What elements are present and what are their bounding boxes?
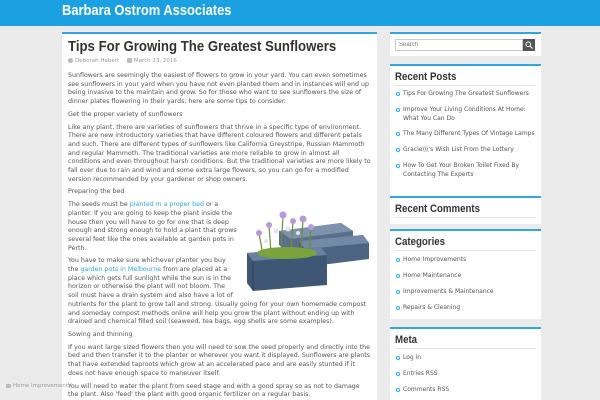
categories-title: Categories xyxy=(395,236,446,248)
author-icon xyxy=(68,58,73,63)
post-article xyxy=(62,32,377,400)
search-widget xyxy=(390,32,541,56)
post-category-link[interactable]: Home Improvements xyxy=(13,383,71,389)
site-header xyxy=(0,0,600,26)
meta-item-login[interactable]: Log in xyxy=(395,354,536,363)
circle-icon xyxy=(396,92,400,96)
meta-item-entries-rss[interactable]: Entries RSS xyxy=(395,370,536,379)
recent-posts-title: Recent Posts xyxy=(395,71,457,83)
paragraph: Sunflowers are seemingly the easiest of flowers to grow in your yard. You can even sometimes see sunflowers in your yard when you have not even planted them and in instances will end up being invasive to the maintain and grow. So for those who want to see sunflowers the size of dinner plates flowering in their yards, here are some tips to consider. xyxy=(68,72,369,106)
circle-icon xyxy=(396,148,400,152)
recent-posts-widget xyxy=(390,64,541,214)
circle-icon xyxy=(396,306,400,310)
divider xyxy=(395,250,536,251)
category-item[interactable]: Repairs & Cleaning xyxy=(395,304,536,313)
post-date[interactable]: March 23, 2016 xyxy=(133,58,177,64)
planted-bed-link[interactable]: planted in a proper bed xyxy=(129,201,204,209)
recent-post-item[interactable]: Gracie\\\'s Wish List From the Lottery xyxy=(395,146,536,155)
paragraph: You have to make sure whichever planter you buy the garden pots in Melbourne from are placed at a place which gets full sunlight while the sun is in the horizon or otherwise the plant will not bloom. The soil must have a drain system and also have a lot of nutrients for the plant to grow tall and strong. Usually going for your own homemade compost and someday compost methods online will help you grow the plant without ending up with drained and chemical filled soil (seaweed, tea bags, egg shells are some examples). xyxy=(68,257,367,326)
circle-icon xyxy=(396,258,400,262)
paragraph: The seeds must be planted in a proper bed or a planter. If you are going to keep the plant inside the house then you will have to go for one that is deep enough and strong enough to hold a plant that grows several feet like the ones available at garden pots in Perth. xyxy=(68,201,237,252)
categories-widget xyxy=(390,229,541,319)
post-category xyxy=(6,383,71,389)
post-title: Tips For Growing The Greatest Sunflowers xyxy=(68,38,337,55)
meta-item-comments-rss[interactable]: Comments RSS xyxy=(395,386,536,395)
circle-icon xyxy=(396,164,400,168)
meta-widget xyxy=(390,327,541,400)
circle-icon xyxy=(396,372,400,376)
circle-icon xyxy=(396,108,400,112)
post-body xyxy=(68,72,371,400)
paragraph: Like any plant, there are varieties of sunflowers that thrive in a specific type of environment. There are new introductory varieties that have different coloured flowers and different petals and such. There are different types of sunflowers like California Greystripe, Russian Mammoth and regular Mammoth. The traditional varieties are more reliable to grow in almost all conditions and even throughout harsh conditions. But the traditional varieties are more likely to fall over due to rain and wind and some extra large flowers, so you can go for a modified version recommended by your gardener or shop owners. xyxy=(68,123,371,183)
circle-icon xyxy=(396,274,400,278)
recent-post-item[interactable]: Tips For Growing The Greatest Sunflowers xyxy=(395,90,536,99)
circle-icon xyxy=(396,132,400,136)
garden-pots-link[interactable]: garden pots in Melbourne xyxy=(80,266,162,274)
divider xyxy=(395,348,536,349)
paragraph: Get the proper variety of sunflowers xyxy=(68,110,183,118)
divider xyxy=(395,85,536,86)
circle-icon xyxy=(396,356,400,360)
recent-comments-widget xyxy=(390,196,541,224)
category-item[interactable]: Improvements & Maintenance xyxy=(395,288,536,297)
search-input[interactable] xyxy=(395,39,523,51)
category-item[interactable]: Home Improvements xyxy=(395,256,536,265)
post-author[interactable]: Deborah Hebert xyxy=(75,58,120,64)
divider xyxy=(395,217,536,218)
planter-image xyxy=(241,201,371,293)
paragraph: Sowing and thinning xyxy=(68,330,133,338)
meta-title: Meta xyxy=(395,334,418,346)
recent-post-item[interactable]: Improve Your Living Conditions At Home: What You Can Do xyxy=(395,106,536,124)
folder-icon xyxy=(6,384,11,388)
paragraph: If you want large sized flowers then you will need to sow the seed properly and directly into the bed and then transfer it to the planter or wherever you want it displayed. Sunflowers are plants that have extended taproots which grow at an accelerated pace and are easily stunted if it does not have enough space to maneuver itself. xyxy=(68,343,371,377)
paragraph: You will need to water the plant from seed stage and with a good spray so as not to damage the plant. Also 'feed' the plant with good organic fertilizer on a regular basis. xyxy=(68,382,360,399)
search-button[interactable] xyxy=(523,39,535,51)
category-item[interactable]: Home Maintenance xyxy=(395,272,536,281)
circle-icon xyxy=(396,388,400,392)
circle-icon xyxy=(396,290,400,294)
post-meta xyxy=(68,58,177,64)
paragraph: Preparing the bed xyxy=(68,188,125,196)
recent-post-item[interactable]: The Many Different Types Of Vintage Lamps xyxy=(395,130,536,139)
site-title[interactable]: Barbara Ostrom Associates xyxy=(62,2,232,19)
search-icon xyxy=(525,41,533,49)
recent-comments-title: Recent Comments xyxy=(395,203,480,215)
calendar-icon xyxy=(127,58,132,63)
recent-post-item[interactable]: How To Get Your Broken Toilet Fixed By Contacting The Experts xyxy=(395,162,536,180)
